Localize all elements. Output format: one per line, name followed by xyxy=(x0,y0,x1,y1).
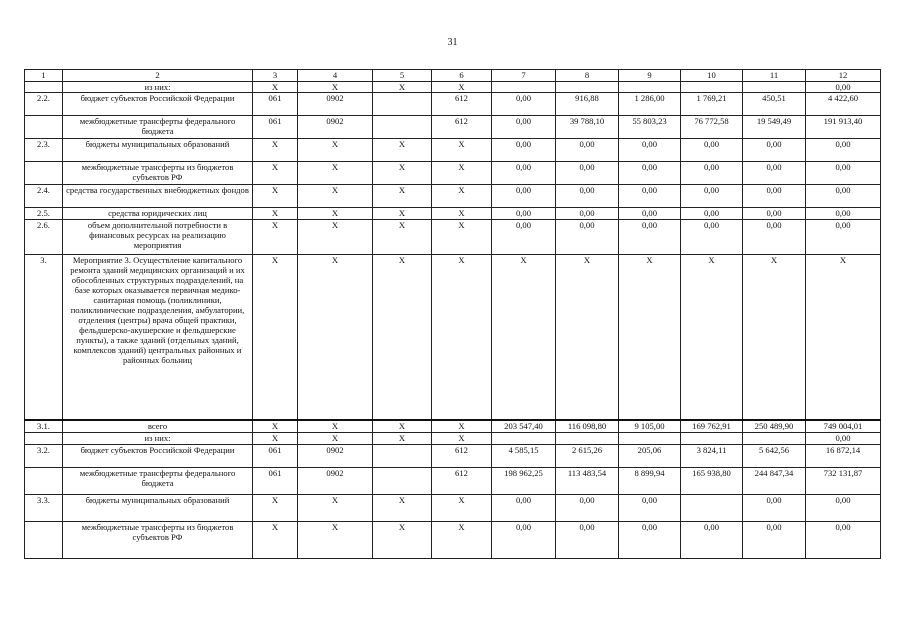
column-number-cell: 8 xyxy=(556,70,619,82)
code-cell: X xyxy=(373,185,432,208)
value-cell: 244 847,34 xyxy=(743,468,806,495)
code-cell: X xyxy=(432,522,492,559)
code-cell: X xyxy=(298,208,373,220)
value-cell: 0,00 xyxy=(743,220,806,255)
table-row xyxy=(25,445,881,468)
value-cell: 0,00 xyxy=(492,162,556,185)
code-cell: X xyxy=(432,255,492,421)
value-cell: 198 962,25 xyxy=(492,468,556,495)
row-name-cell: бюджет субъектов Российской Федерации xyxy=(63,445,253,468)
row-name-cell: всего xyxy=(63,420,253,433)
row-number-cell xyxy=(25,468,63,495)
value-cell xyxy=(556,82,619,93)
code-cell: X xyxy=(253,420,298,433)
value-cell: 0,00 xyxy=(681,162,743,185)
value-cell: 0,00 xyxy=(556,495,619,522)
value-cell: 0,00 xyxy=(556,208,619,220)
value-cell: 0,00 xyxy=(492,116,556,139)
value-cell xyxy=(681,82,743,93)
code-cell: X xyxy=(253,433,298,445)
value-cell: 0,00 xyxy=(619,185,681,208)
value-cell: 8 899,94 xyxy=(619,468,681,495)
value-cell: 0,00 xyxy=(806,433,881,445)
row-name-cell: межбюджетные трансферты федерального бюджета xyxy=(63,116,253,139)
code-cell: X xyxy=(253,495,298,522)
value-cell: 4 585,15 xyxy=(492,445,556,468)
value-cell: 0,00 xyxy=(806,185,881,208)
row-name-cell: бюджеты муниципальных образований xyxy=(63,139,253,162)
code-cell: 0902 xyxy=(298,445,373,468)
code-cell: X xyxy=(373,220,432,255)
value-cell: 191 913,40 xyxy=(806,116,881,139)
value-cell: 113 483,54 xyxy=(556,468,619,495)
table-row xyxy=(25,495,881,522)
table-row xyxy=(25,208,881,220)
value-cell: 0,00 xyxy=(492,185,556,208)
value-cell: 0,00 xyxy=(806,82,881,93)
row-number-cell: 2.3. xyxy=(25,139,63,162)
row-name-cell: бюджет субъектов Российской Федерации xyxy=(63,93,253,116)
row-name-cell: объем дополнительной потребности в финансовых ресурсах на реализацию мероприятия xyxy=(63,220,253,255)
row-name-cell: межбюджетные трансферты федерального бюджета xyxy=(63,468,253,495)
code-cell: X xyxy=(253,255,298,421)
value-cell: 0,00 xyxy=(806,139,881,162)
row-number-cell xyxy=(25,82,63,93)
code-cell: X xyxy=(432,139,492,162)
value-cell: 0,00 xyxy=(619,495,681,522)
value-cell: 39 788,10 xyxy=(556,116,619,139)
value-cell: 0,00 xyxy=(806,220,881,255)
code-cell: X xyxy=(298,162,373,185)
value-cell: 0,00 xyxy=(492,522,556,559)
code-cell: X xyxy=(298,433,373,445)
row-number-cell: 2.2. xyxy=(25,93,63,116)
row-number-cell xyxy=(25,522,63,559)
value-cell: 4 422,60 xyxy=(806,93,881,116)
code-cell: X xyxy=(253,220,298,255)
column-number-cell: 1 xyxy=(25,70,63,82)
code-cell: X xyxy=(253,185,298,208)
code-cell: X xyxy=(432,495,492,522)
value-cell: 0,00 xyxy=(492,93,556,116)
value-cell: 0,00 xyxy=(619,139,681,162)
table-row xyxy=(25,93,881,116)
value-cell: 732 131,87 xyxy=(806,468,881,495)
value-cell: X xyxy=(806,255,881,421)
value-cell: 55 803,23 xyxy=(619,116,681,139)
code-cell: X xyxy=(253,162,298,185)
code-cell: X xyxy=(298,522,373,559)
code-cell: X xyxy=(253,82,298,93)
row-name-cell: из них: xyxy=(63,433,253,445)
table-row xyxy=(25,468,881,495)
value-cell: 165 938,80 xyxy=(681,468,743,495)
code-cell: X xyxy=(432,185,492,208)
table-row xyxy=(25,522,881,559)
value-cell: 0,00 xyxy=(743,522,806,559)
table-row xyxy=(25,139,881,162)
code-cell xyxy=(373,468,432,495)
code-cell: X xyxy=(373,420,432,433)
code-cell: 0902 xyxy=(298,93,373,116)
code-cell: 612 xyxy=(432,468,492,495)
code-cell: X xyxy=(298,139,373,162)
value-cell: 0,00 xyxy=(743,208,806,220)
code-cell: 612 xyxy=(432,445,492,468)
code-cell: X xyxy=(432,420,492,433)
column-number-cell: 7 xyxy=(492,70,556,82)
value-cell: 0,00 xyxy=(743,185,806,208)
code-cell: 061 xyxy=(253,468,298,495)
value-cell: 0,00 xyxy=(492,220,556,255)
code-cell: X xyxy=(373,139,432,162)
row-name-cell: бюджеты муниципальных образований xyxy=(63,495,253,522)
code-cell: X xyxy=(253,139,298,162)
value-cell: 0,00 xyxy=(743,162,806,185)
column-number-cell: 12 xyxy=(806,70,881,82)
column-number-cell: 5 xyxy=(373,70,432,82)
value-cell: 169 762,91 xyxy=(681,420,743,433)
value-cell xyxy=(619,82,681,93)
row-name-cell: межбюджетные трансферты из бюджетов субъектов РФ xyxy=(63,522,253,559)
code-cell: X xyxy=(432,433,492,445)
value-cell: 16 872,14 xyxy=(806,445,881,468)
code-cell: X xyxy=(373,522,432,559)
value-cell: 0,00 xyxy=(556,522,619,559)
code-cell: 061 xyxy=(253,116,298,139)
value-cell: 203 547,40 xyxy=(492,420,556,433)
table-row xyxy=(25,420,881,433)
row-number-cell xyxy=(25,116,63,139)
code-cell: 061 xyxy=(253,93,298,116)
value-cell: 0,00 xyxy=(806,162,881,185)
value-cell: 0,00 xyxy=(556,139,619,162)
value-cell: 250 489,90 xyxy=(743,420,806,433)
code-cell: X xyxy=(298,220,373,255)
code-cell: X xyxy=(253,208,298,220)
value-cell: 0,00 xyxy=(619,522,681,559)
row-name-cell: из них: xyxy=(63,82,253,93)
column-number-cell: 11 xyxy=(743,70,806,82)
column-number-cell: 4 xyxy=(298,70,373,82)
value-cell: 450,51 xyxy=(743,93,806,116)
code-cell: X xyxy=(253,522,298,559)
code-cell: X xyxy=(298,255,373,421)
value-cell: 1 769,21 xyxy=(681,93,743,116)
column-number-cell: 10 xyxy=(681,70,743,82)
value-cell xyxy=(743,82,806,93)
value-cell: 0,00 xyxy=(492,495,556,522)
value-cell: 19 549,49 xyxy=(743,116,806,139)
row-number-cell xyxy=(25,433,63,445)
row-name-cell: Мероприятие 3. Осуществление капитального ремонта зданий медицинских организаций и их обособленных структурных подразделений, на базе которых оказывается первичная медико-санитарная помощь (поликлиники, поликлинические подразделения, амбулатории, отделения (центры) врача общей практики, фельдшерско-акушерские и фельдшерские пункты), а также зданий (отдельных зданий, комплексов зданий) центральных районных и районных больниц xyxy=(63,255,253,421)
table-row xyxy=(25,255,881,421)
code-cell: X xyxy=(373,208,432,220)
value-cell: 0,00 xyxy=(619,162,681,185)
row-number-cell: 2.6. xyxy=(25,220,63,255)
row-name-cell: межбюджетные трансферты из бюджетов субъектов РФ xyxy=(63,162,253,185)
row-number-cell: 3.3. xyxy=(25,495,63,522)
table-row xyxy=(25,82,881,93)
value-cell: X xyxy=(619,255,681,421)
value-cell: 0,00 xyxy=(806,522,881,559)
column-number-cell: 3 xyxy=(253,70,298,82)
column-number-cell: 9 xyxy=(619,70,681,82)
row-name-cell: средства юридических лиц xyxy=(63,208,253,220)
value-cell: 0,00 xyxy=(681,522,743,559)
value-cell xyxy=(492,433,556,445)
code-cell: X xyxy=(373,495,432,522)
value-cell: 116 098,80 xyxy=(556,420,619,433)
column-number-cell: 6 xyxy=(432,70,492,82)
value-cell: 0,00 xyxy=(681,139,743,162)
value-cell: X xyxy=(556,255,619,421)
value-cell xyxy=(681,495,743,522)
value-cell: 0,00 xyxy=(681,208,743,220)
row-number-cell: 2.4. xyxy=(25,185,63,208)
value-cell: 0,00 xyxy=(681,220,743,255)
value-cell: 0,00 xyxy=(556,220,619,255)
value-cell xyxy=(556,433,619,445)
code-cell: X xyxy=(432,82,492,93)
table-row xyxy=(25,116,881,139)
code-cell: 612 xyxy=(432,93,492,116)
value-cell: 1 286,00 xyxy=(619,93,681,116)
code-cell: X xyxy=(432,208,492,220)
row-number-cell: 3.1. xyxy=(25,420,63,433)
page-number: 31 xyxy=(447,37,458,48)
value-cell: X xyxy=(492,255,556,421)
code-cell: X xyxy=(432,162,492,185)
value-cell: 205,06 xyxy=(619,445,681,468)
value-cell: 3 824,11 xyxy=(681,445,743,468)
value-cell: 0,00 xyxy=(619,208,681,220)
code-cell: 0902 xyxy=(298,116,373,139)
value-cell: 0,00 xyxy=(492,208,556,220)
value-cell: 2 615,26 xyxy=(556,445,619,468)
value-cell: 0,00 xyxy=(556,162,619,185)
value-cell: 9 105,00 xyxy=(619,420,681,433)
value-cell xyxy=(492,82,556,93)
code-cell: X xyxy=(373,82,432,93)
table-row xyxy=(25,433,881,445)
row-number-cell: 3. xyxy=(25,255,63,421)
value-cell: 0,00 xyxy=(743,495,806,522)
code-cell: X xyxy=(373,255,432,421)
value-cell: X xyxy=(743,255,806,421)
value-cell: 0,00 xyxy=(556,185,619,208)
value-cell xyxy=(619,433,681,445)
code-cell: X xyxy=(298,495,373,522)
code-cell: X xyxy=(373,162,432,185)
value-cell: 76 772,58 xyxy=(681,116,743,139)
code-cell: X xyxy=(298,420,373,433)
code-cell: 061 xyxy=(253,445,298,468)
code-cell: X xyxy=(298,82,373,93)
row-name-cell: средства государственных внебюджетных фондов xyxy=(63,185,253,208)
value-cell xyxy=(681,433,743,445)
column-number-cell: 2 xyxy=(63,70,253,82)
code-cell: X xyxy=(432,220,492,255)
value-cell: 0,00 xyxy=(492,139,556,162)
value-cell: 0,00 xyxy=(619,220,681,255)
row-number-cell xyxy=(25,162,63,185)
table-row xyxy=(25,162,881,185)
code-cell: 0902 xyxy=(298,468,373,495)
table-row xyxy=(25,220,881,255)
row-number-cell: 2.5. xyxy=(25,208,63,220)
code-cell xyxy=(373,445,432,468)
table-row xyxy=(25,185,881,208)
value-cell: 5 642,56 xyxy=(743,445,806,468)
code-cell xyxy=(373,116,432,139)
code-cell xyxy=(373,93,432,116)
value-cell: 916,88 xyxy=(556,93,619,116)
code-cell: X xyxy=(373,433,432,445)
value-cell: 0,00 xyxy=(681,185,743,208)
code-cell: X xyxy=(298,185,373,208)
value-cell: 0,00 xyxy=(743,139,806,162)
value-cell: 0,00 xyxy=(806,495,881,522)
column-number-row xyxy=(25,70,881,82)
row-number-cell: 3.2. xyxy=(25,445,63,468)
value-cell: 0,00 xyxy=(806,208,881,220)
value-cell xyxy=(743,433,806,445)
value-cell: X xyxy=(681,255,743,421)
code-cell: 612 xyxy=(432,116,492,139)
financing-table xyxy=(24,69,881,559)
value-cell: 749 004,01 xyxy=(806,420,881,433)
